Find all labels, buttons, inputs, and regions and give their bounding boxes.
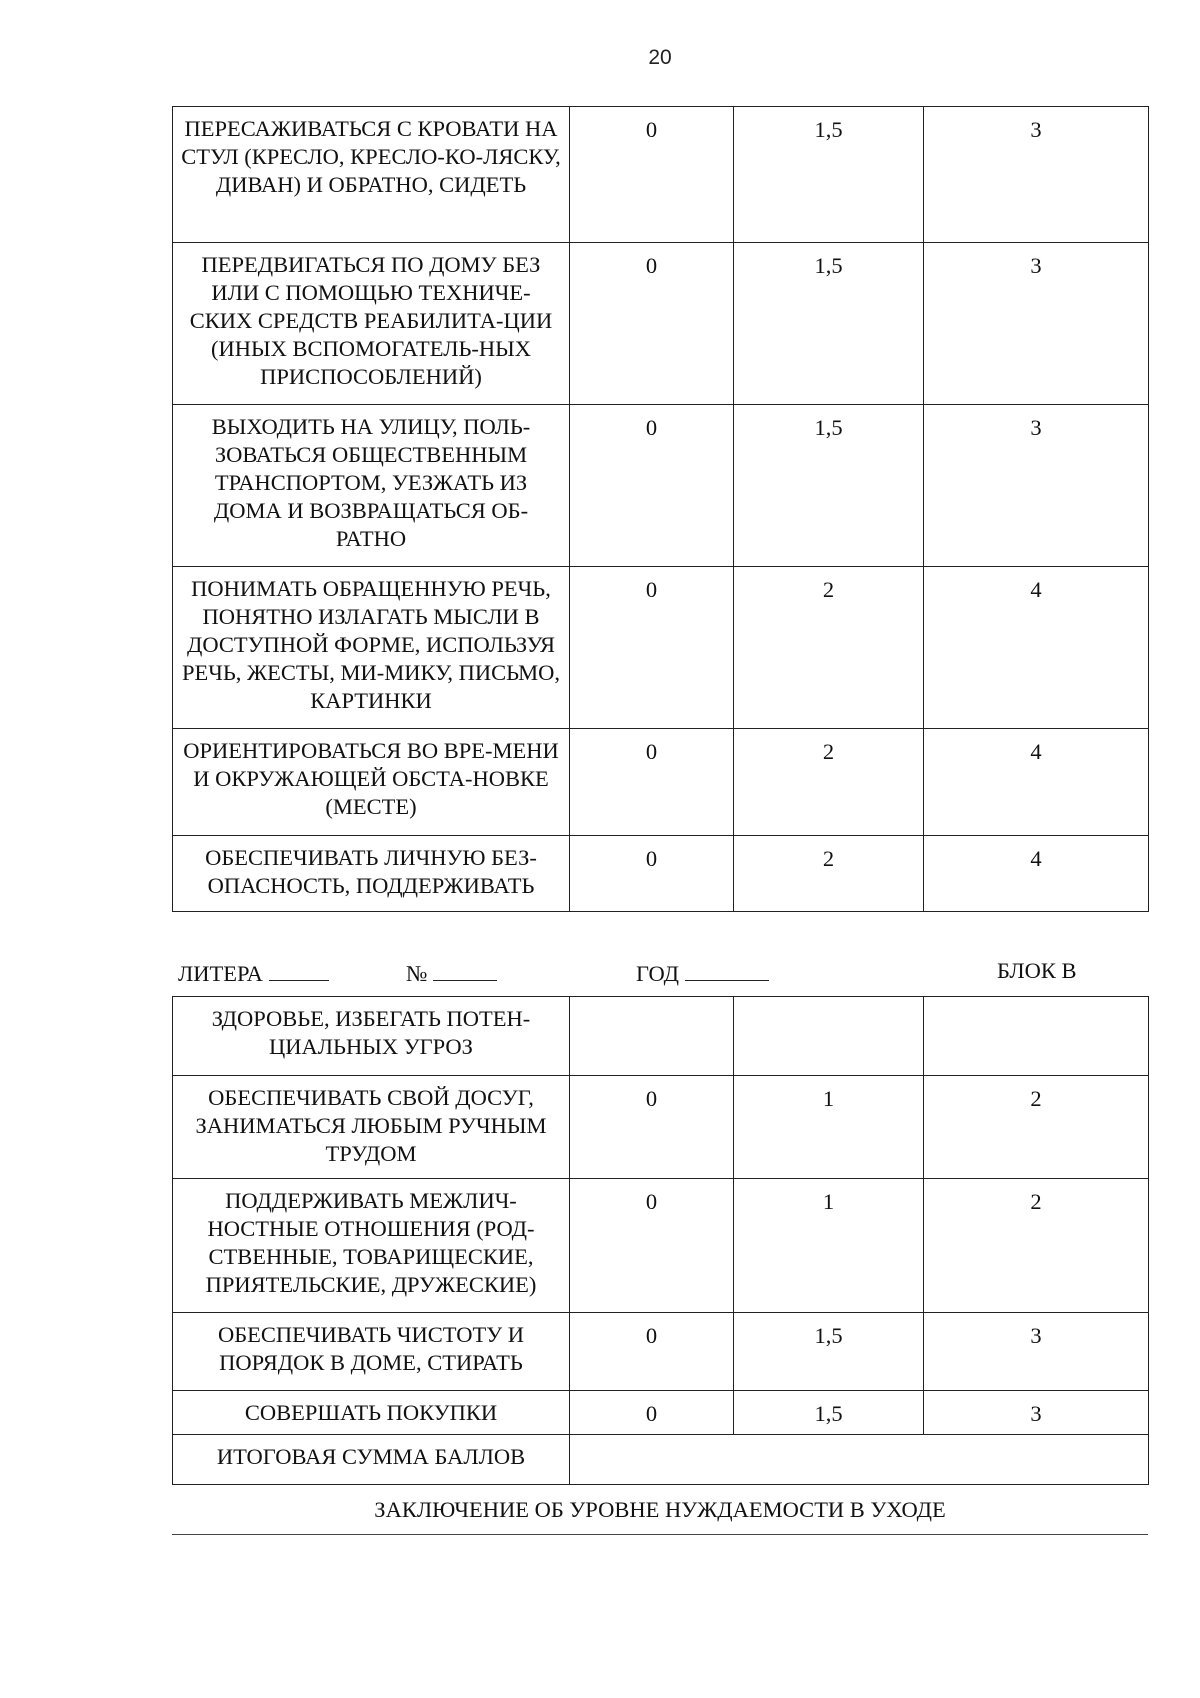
score-partial: 1,5	[734, 243, 924, 405]
conclusion-line[interactable]	[172, 1534, 1148, 1535]
activity-label: ПЕРЕСАЖИВАТЬСЯ С КРОВАТИ НА СТУЛ (КРЕСЛО, КРЕСЛО-КО-ЛЯСКУ, ДИВАН) И ОБРАТНО, СИДЕТЬ	[173, 107, 570, 243]
year-label: ГОД	[636, 961, 679, 986]
score-full: 4	[924, 729, 1149, 836]
score-partial: 2	[734, 836, 924, 912]
table-row	[173, 836, 1149, 912]
score-full: 3	[924, 107, 1149, 243]
page-number: 20	[648, 46, 672, 69]
score-partial: 1	[734, 1179, 924, 1313]
score-full: 4	[924, 836, 1149, 912]
conclusion-heading: ЗАКЛЮЧЕНИЕ ОБ УРОВНЕ НУЖДАЕМОСТИ В УХОДЕ	[374, 1497, 946, 1522]
year-blank[interactable]	[685, 958, 769, 981]
score-none: 0	[570, 243, 734, 405]
score-full: 2	[924, 1179, 1149, 1313]
table-row	[173, 1313, 1149, 1391]
score-full: 2	[924, 1076, 1149, 1179]
score-partial: 1,5	[734, 1313, 924, 1391]
total-label: ИТОГОВАЯ СУММА БАЛЛОВ	[173, 1435, 570, 1485]
score-partial: 1,5	[734, 405, 924, 567]
score-full: 3	[924, 243, 1149, 405]
activity-label: ПОНИМАТЬ ОБРАЩЕННУЮ РЕЧЬ, ПОНЯТНО ИЗЛАГАТЬ МЫСЛИ В ДОСТУПНОЙ ФОРМЕ, ИСПОЛЬЗУЯ РЕЧЬ, ЖЕСТЫ, МИ-МИКУ, ПИСЬМО, КАРТИНКИ	[173, 567, 570, 729]
activity-label: ОБЕСПЕЧИВАТЬ ЧИСТОТУ И ПОРЯДОК В ДОМЕ, СТИРАТЬ	[173, 1313, 570, 1391]
table-row	[173, 1179, 1149, 1313]
score-none: 0	[570, 1391, 734, 1435]
score-none: 0	[570, 107, 734, 243]
score-none: 0	[570, 729, 734, 836]
score-none: 0	[570, 836, 734, 912]
form-header-line	[172, 958, 1148, 990]
activity-label: ВЫХОДИТЬ НА УЛИЦУ, ПОЛЬ-ЗОВАТЬСЯ ОБЩЕСТВЕННЫМ ТРАНСПОРТОМ, УЕЗЖАТЬ ИЗ ДОМА И ВОЗВРАЩАТЬСЯ ОБ-РАТНО	[173, 405, 570, 567]
score-full: 4	[924, 567, 1149, 729]
activity-label: ОРИЕНТИРОВАТЬСЯ ВО ВРЕ-МЕНИ И ОКРУЖАЮЩЕЙ ОБСТА-НОВКЕ (МЕСТЕ)	[173, 729, 570, 836]
score-partial: 1,5	[734, 107, 924, 243]
number-field[interactable]	[406, 958, 497, 987]
number-blank[interactable]	[433, 958, 497, 981]
score-full: 3	[924, 1391, 1149, 1435]
activity-label: СОВЕРШАТЬ ПОКУПКИ	[173, 1391, 570, 1435]
block-label: БЛОК В	[997, 958, 1077, 983]
activity-label: ЗДОРОВЬЕ, ИЗБЕГАТЬ ПОТЕН-ЦИАЛЬНЫХ УГРОЗ	[173, 997, 570, 1076]
litera-blank[interactable]	[269, 958, 329, 981]
score-none	[570, 997, 734, 1076]
activity-label: ПЕРЕДВИГАТЬСЯ ПО ДОМУ БЕЗ ИЛИ С ПОМОЩЬЮ ТЕХНИЧЕ-СКИХ СРЕДСТВ РЕАБИЛИТА-ЦИИ (ИНЫХ ВСПОМОГАТЕЛЬ-НЫХ ПРИСПОСОБЛЕНИЙ)	[173, 243, 570, 405]
litera-label: ЛИТЕРА	[178, 961, 263, 986]
score-none: 0	[570, 1179, 734, 1313]
table-row	[173, 1391, 1149, 1435]
score-partial: 2	[734, 567, 924, 729]
score-partial: 2	[734, 729, 924, 836]
table-row	[173, 997, 1149, 1076]
score-none: 0	[570, 405, 734, 567]
assessment-table-top	[172, 106, 1149, 912]
total-score-cell[interactable]	[570, 1435, 1149, 1485]
table-row	[173, 107, 1149, 243]
score-none: 0	[570, 1076, 734, 1179]
assessment-table-bottom	[172, 996, 1149, 1485]
table-row	[173, 405, 1149, 567]
score-full: 3	[924, 1313, 1149, 1391]
activity-label: ОБЕСПЕЧИВАТЬ ЛИЧНУЮ БЕЗ-ОПАСНОСТЬ, ПОДДЕРЖИВАТЬ	[173, 836, 570, 912]
table-row	[173, 567, 1149, 729]
score-full	[924, 997, 1149, 1076]
activity-label: ПОДДЕРЖИВАТЬ МЕЖЛИЧ-НОСТНЫЕ ОТНОШЕНИЯ (РОД-СТВЕННЫЕ, ТОВАРИЩЕСКИЕ, ПРИЯТЕЛЬСКИЕ, ДРУЖЕСКИЕ)	[173, 1179, 570, 1313]
score-partial: 1	[734, 1076, 924, 1179]
litera-field[interactable]	[178, 958, 329, 987]
score-none: 0	[570, 567, 734, 729]
table-row	[173, 1076, 1149, 1179]
activity-label: ОБЕСПЕЧИВАТЬ СВОЙ ДОСУГ, ЗАНИМАТЬСЯ ЛЮБЫМ РУЧНЫМ ТРУДОМ	[173, 1076, 570, 1179]
table-row	[173, 729, 1149, 836]
table-row	[173, 243, 1149, 405]
number-label: №	[406, 961, 428, 986]
score-partial: 1,5	[734, 1391, 924, 1435]
score-full: 3	[924, 405, 1149, 567]
table-row-total	[173, 1435, 1149, 1485]
score-none: 0	[570, 1313, 734, 1391]
year-field[interactable]	[636, 958, 769, 987]
score-partial	[734, 997, 924, 1076]
